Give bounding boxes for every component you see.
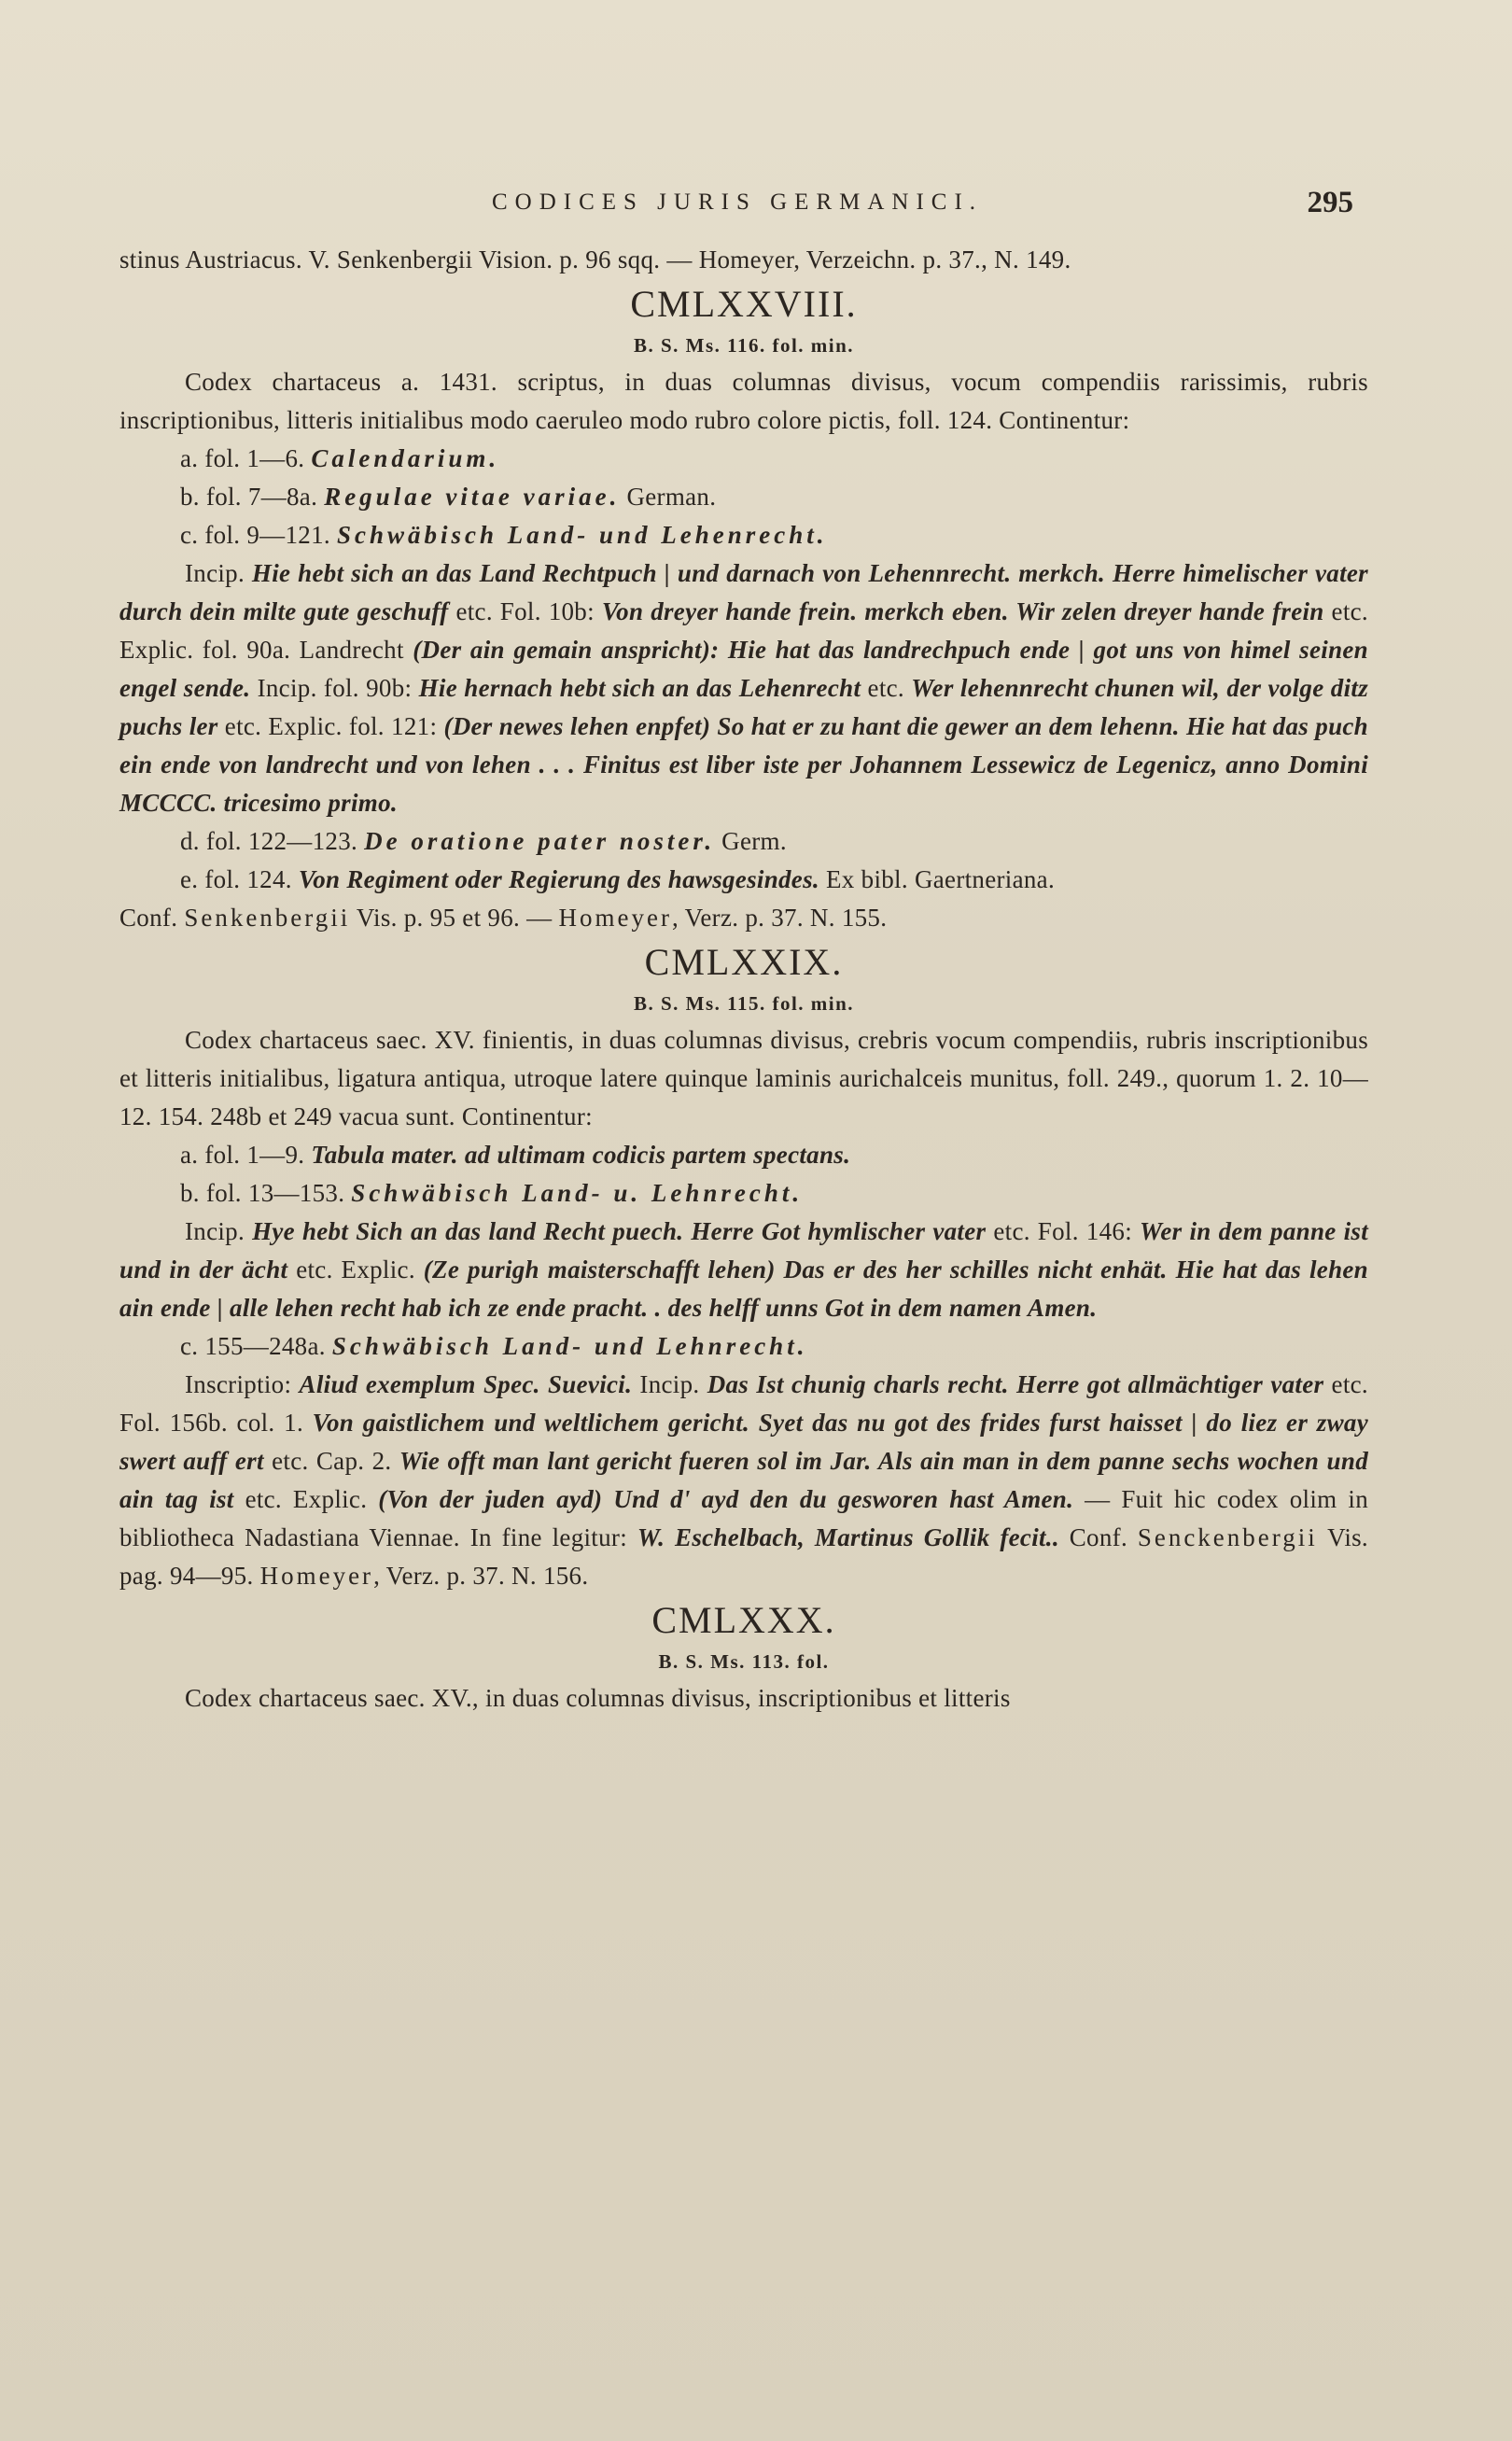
incipit-paragraph-979: Incip. Hye hebt Sich an das land Recht puech. Herre Got hymlischer vater etc. Fol. 146: Wer in dem panne ist und in der ächt etc. Explic. (Ze purigh maisterschafft lehen) Das er des her schilles nicht enhät. Hie hat das lehen ain ende | alle lehen recht hab ich ze ende pracht. . des helff unns Got in dem namen Amen.: [119, 1217, 1368, 1322]
entry-number-979: CMLXXIX.: [644, 941, 844, 983]
codex-description-979: Codex chartaceus saec. XV. finientis, in duas columnas divisus, crebris vocum compendiis, rubris inscriptionibus et litteris initialibus, ligatura antiqua, utroque latere quinque laminis aurichalceis munitus, foll. 249., quorum 1. 2. 10—12. 154. 248b et 249 vacua sunt. Continentur:: [119, 1026, 1368, 1130]
content-item-979-a: a. fol. 1—9. Tabula mater. ad ultimam codicis partem spectans.: [180, 1141, 851, 1169]
shelfmark-978: B. S. Ms. 116. fol. min.: [633, 334, 855, 357]
page-header: [121, 186, 1353, 227]
incipit-paragraph-978: Incip. Hie hebt sich an das Land Rechtpuch | und darnach von Lehennrecht. merkch. Herre himelischer vater durch dein milte gute geschuff etc. Fol. 10b: Von dreyer hande frein. merkch eben. Wir zelen dreyer hande frein etc. Explic. fol. 90a. Landrecht (Der ain gemain anspricht): Hie hat das landrechpuch ende | got uns von himel seinen engel sende. Incip. fol. 90b: Hie hernach hebt sich an das Lehenrecht etc. Wer lehennrecht chunen wil, der volge ditz puchs ler etc. Explic. fol. 121: (Der newes lehen enpfet) So hat er zu hant die gewer an dem lehenn. Hie hat das puch ein ende von landrecht und von lehen . . . Finitus est liber iste per Johannem Lessewicz de Legenicz, anno Domini MCCCC. tricesimo primo.: [119, 559, 1368, 817]
references-978: Conf. Senkenbergii Vis. p. 95 et 96. — Homeyer, Verz. p. 37. N. 155.: [119, 904, 888, 932]
content-item-978-d: d. fol. 122—123. De oratione pater noster. Germ.: [180, 827, 787, 855]
content-item-978-a: a. fol. 1—6. Calendarium.: [180, 444, 500, 472]
running-title: CODICES JURIS GERMANICI.: [491, 189, 984, 215]
content-item-978-e: e. fol. 124. Von Regiment oder Regierung des hawsgesindes. Ex bibl. Gaertneriana.: [180, 865, 1056, 893]
content-item-978-c: c. fol. 9—121. Schwäbisch Land- und Lehenrecht.: [180, 521, 828, 549]
codex-description-978: Codex chartaceus a. 1431. scriptus, in duas columnas divisus, vocum compendiis rarissimis, rubris inscriptionibus, litteris initialibus modo caeruleo modo rubro colore pictis, foll. 124. Continentur:: [119, 368, 1368, 434]
content-item-979-b: b. fol. 13—153. Schwäbisch Land- u. Lehnrecht.: [180, 1179, 804, 1207]
content-item-978-b: b. fol. 7—8a. Regulae vitae variae. German.: [180, 483, 717, 511]
page-number: 295: [1307, 186, 1353, 219]
page-body: [119, 241, 1368, 1718]
shelfmark-979: B. S. Ms. 115. fol. min.: [633, 992, 855, 1015]
codex-description-980: Codex chartaceus saec. XV., in duas columnas divisus, inscriptionibus et litteris: [185, 1684, 1011, 1712]
continuation-paragraph: stinus Austriacus. V. Senkenbergii Vision. p. 96 sqq. — Homeyer, Verzeichn. p. 37., N. 149.: [119, 246, 1071, 274]
entry-number-978: CMLXXVIII.: [630, 283, 858, 325]
entry-number-980: CMLXXX.: [651, 1599, 836, 1641]
inscriptio-paragraph-979: Inscriptio: Aliud exemplum Spec. Suevici. Incip. Das Ist chunig charls recht. Herre got allmächtiger vater etc. Fol. 156b. col. 1. Von gaistlichem und weltlichem gericht. Syet das nu got des frides furst haisset | do liez er zway swert auff ert etc. Cap. 2. Wie offt man lant gericht fueren sol im Jar. Als ain man in dem panne sechs wochen und ain tag ist etc. Explic. (Von der juden ayd) Und d' ayd den du gesworen hast Amen. — Fuit hic codex olim in bibliotheca Nadastiana Viennae. In fine legitur: W. Eschelbach, Martinus Gollik fecit.. Conf. Senckenbergii Vis. pag. 94—95. Homeyer, Verz. p. 37. N. 156.: [119, 1370, 1368, 1590]
shelfmark-980: B. S. Ms. 113. fol.: [658, 1650, 830, 1673]
content-item-979-c: c. 155—248a. Schwäbisch Land- und Lehnrecht.: [180, 1332, 808, 1360]
